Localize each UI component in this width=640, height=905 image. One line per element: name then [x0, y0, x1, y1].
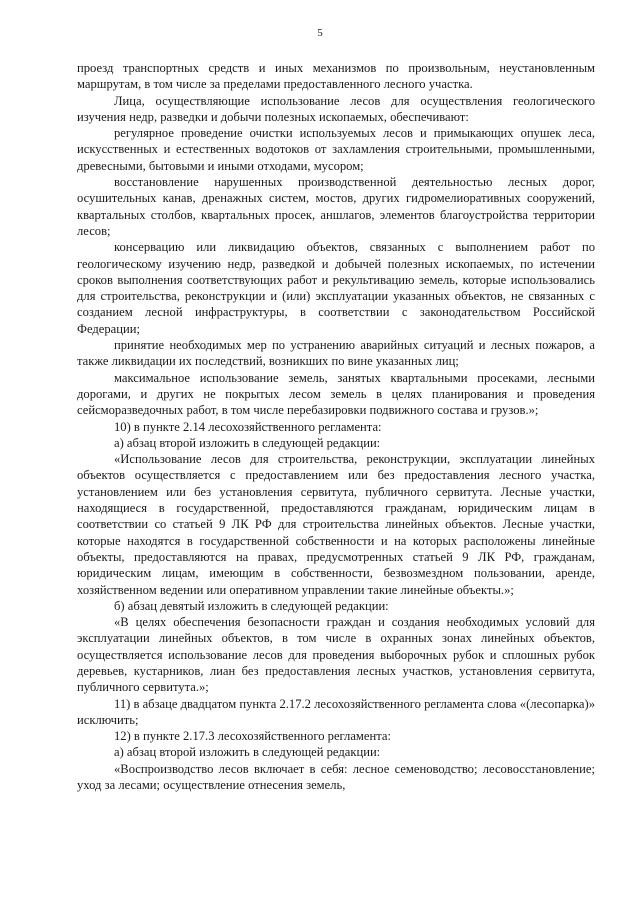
paragraph-12: «В целях обеспечения безопасности граждан и создания необходимых условий для эксплуатации линейных объектов, в том числе в охранных зонах линейных объектов, осуществляется использование лесов для проведения выборочных рубок и сплошных рубок деревьев, кустарников, лиан без предоставления лесных участков, установления сервитута, публичного сервитута.»;: [77, 615, 595, 695]
document-body: [77, 60, 595, 793]
paragraph-6: принятие необходимых мер по устранению аварийных ситуаций и лесных пожаров, а также ликвидации их последствий, возникших по вине указанных лиц;: [77, 338, 595, 369]
paragraph-5: консервацию или ликвидацию объектов, связанных с выполнением работ по геологическому изучению недр, разведкой и добычей полезных ископаемых, по истечении сроков выполнения соответствующих работ и рекультивацию земель, которые использовались для строительства, реконструкции и (или) эксплуатации указанных объектов, не связанных с созданием лесной инфраструктуры, в соответствии с законодательством Российской Федерации;: [77, 240, 595, 336]
paragraph-1: проезд транспортных средств и иных механизмов по произвольным, неустановленным маршрутам, в том числе за пределами предоставленного лесного участка.: [77, 61, 595, 92]
paragraph-15: а) абзац второй изложить в следующей редакции:: [114, 745, 381, 760]
paragraph-2: Лица, осуществляющие использование лесов для осуществления геологического изучения недр, разведки и добычи полезных ископаемых, обеспечивают:: [77, 93, 595, 124]
page-number: 5: [317, 27, 323, 39]
paragraph-16: «Воспроизводство лесов включает в себя: лесное семеноводство; лесовосстановление; уход за лесами; осуществление отнесения земель,: [77, 761, 595, 793]
paragraph-3: регулярное проведение очистки используемых лесов и примыкающих опушек леса, искусственных и естественных водотоков от захламления строительными, промышленными, древесными, бытовыми и иными отходами, мусором;: [77, 126, 595, 173]
paragraph-14: 12) в пункте 2.17.3 лесохозяйственного регламента:: [114, 729, 391, 744]
paragraph-7: максимальное использование земель, занятых квартальными просеками, лесными дорогами, и других не покрытых лесом земель в целях планирования и проведения сейсморазведочных работ, в том числе перебазировки подвижного состава и грузов.»;: [77, 370, 595, 418]
paragraph-9: а) абзац второй изложить в следующей редакции:: [114, 435, 381, 450]
paragraph-10: «Использование лесов для строительства, реконструкции, эксплуатации линейных объектов осуществляется с предоставлением или без предоставления лесного участка, установлением или без установления сервитута, публичного сервитута. Лесные участки, находящиеся в государственной, предоставляются гражданам, юридическим лицам в соответствии со статьей 9 ЛК РФ для строительства линейных объектов. Лесные участки, которые находятся в государственной собственности и на которых расположены линейные объекты, предоставляются на правах, предусмотренных статьей 9 ЛК РФ, гражданам, юридическим лицам, имеющим в собственности, безвозмездном пользовании, аренде, хозяйственном ведении или оперативном управлении такие линейные объекты.»;: [77, 452, 595, 597]
paragraph-11: б) абзац девятый изложить в следующей редакции:: [114, 598, 389, 613]
paragraph-4: восстановление нарушенных производственной деятельностью лесных дорог, осушительных канав, дренажных систем, мостов, других гидромелиоративных сооружений, квартальных столбов, квартальных просек, аншлагов, элементов благоустройства территории лесов;: [77, 175, 595, 238]
paragraph-13: 11) в абзаце двадцатом пункта 2.17.2 лесохозяйственного регламента слова «(лесопарка)» исключить;: [77, 696, 595, 727]
paragraph-8: 10) в пункте 2.14 лесохозяйственного регламента:: [114, 419, 382, 434]
